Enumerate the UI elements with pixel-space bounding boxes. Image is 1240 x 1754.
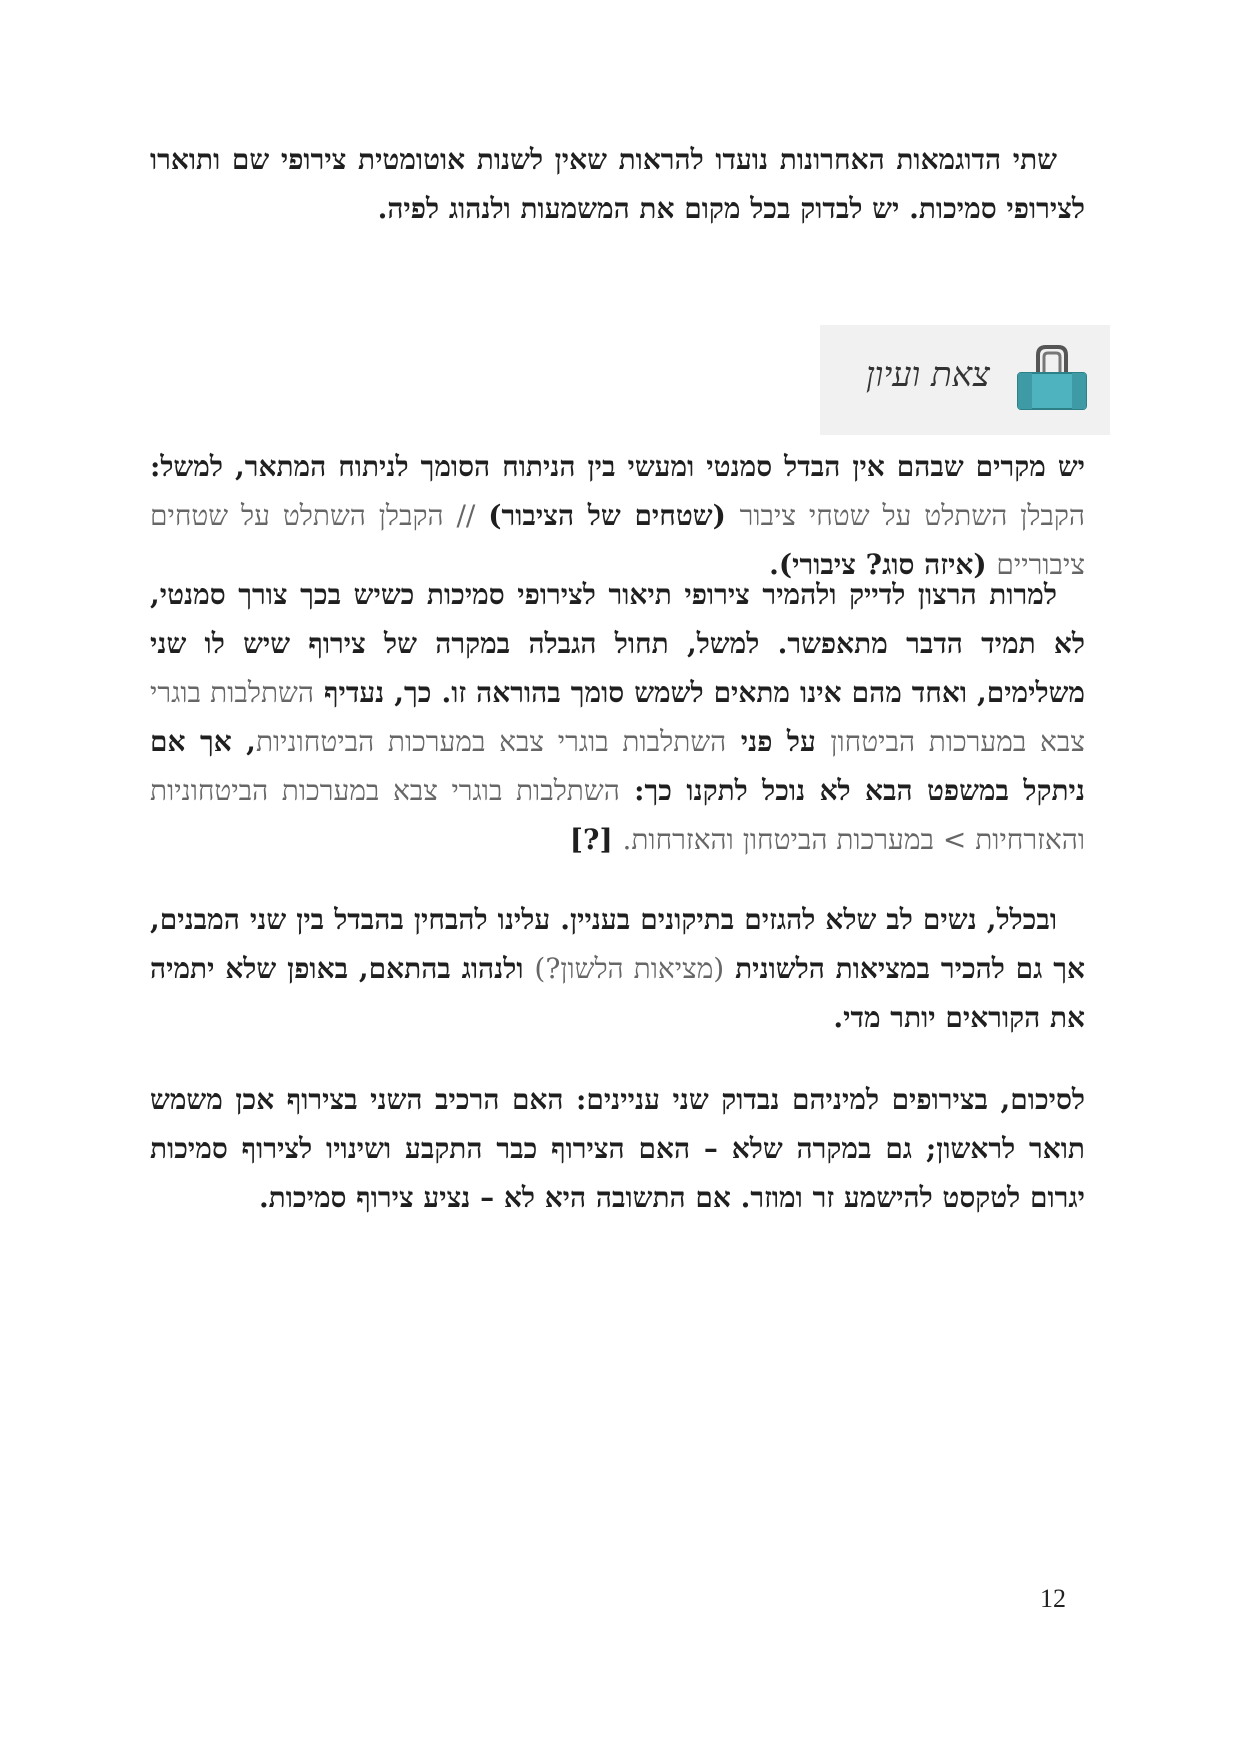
question-mark: [?] bbox=[569, 823, 623, 856]
paragraph-constraints bbox=[150, 570, 1085, 864]
badge-label: צאת ועיון bbox=[866, 355, 990, 395]
example-b: הקבלן השתלט על שטחים ציבוריים bbox=[150, 499, 1085, 581]
paragraph-intro: שתי הדוגמאות האחרונות נועדו להראות שאין לשנות אוטומטית צירופי שם ותוארו לצירופי סמיכות. יש לבדוק בכל מקום את המשמעות ולנהוג לפיה. bbox=[150, 143, 1085, 225]
paragraph-caution bbox=[150, 895, 1085, 1042]
note-badge bbox=[820, 325, 1110, 435]
binder-clip-icon bbox=[1016, 343, 1088, 413]
para3-example-a: השתלבות בוגרי צבא במערכות הביטחון bbox=[150, 676, 1085, 758]
para3-intro: למרות הרצון לדייק ולהמיר צירופי תיאור לצירופי סמיכות כשיש בכך צורך סמנטי, לא תמיד הדבר מתאפשר. למשל, תחול הגבלה במקרה של צירוף שיש לו שני משלימים, ואחד מהם אינו מתאים לשמש סומך בהוראה זו. כך, נעדיף bbox=[150, 578, 1086, 709]
para4-end: ולנהוג בהתאם, באופן שלא יתמיה את הקוראים יותר מדי. bbox=[150, 952, 1085, 1034]
para2-intro: יש מקרים שבהם אין הבדל סמנטי ומעשי בין הניתוח הסומך לניתוח המתאר, למשל: bbox=[150, 450, 1085, 483]
page-number: 12 bbox=[1040, 1584, 1066, 1613]
separator: // bbox=[443, 499, 489, 532]
para3-example-b: השתלבות בוגרי צבא במערכות הביטחוניות bbox=[255, 725, 727, 758]
note-b: (איזה סוג? ציבורי). bbox=[769, 548, 987, 581]
para3-example-c: השתלבות בוגרי צבא במערכות הביטחוניות והאזרחיות > במערכות הביטחון והאזרחות. bbox=[150, 774, 1085, 856]
paragraph-examples bbox=[150, 442, 1085, 589]
para4-note: (מציאות הלשון?) bbox=[534, 952, 725, 985]
example-a: הקבלן השתלט על שטחי ציבור bbox=[739, 499, 1086, 532]
para3-mid: על פני bbox=[726, 725, 831, 758]
para4-intro: ובכלל, נשים לב שלא להגזים בתיקונים בעניין. עלינו להבחין בהבדל בין שני המבנים, אך גם להכיר במציאות הלשונית bbox=[150, 903, 1085, 985]
para3-mid2: , אך אם ניתקל במשפט הבא לא נוכל לתקנו כך: bbox=[150, 725, 1086, 807]
paragraph-summary: לסיכום, בצירופים למיניהם נבדוק שני עניינים: האם הרכיב השני בצירוף אכן משמש תואר לראשון; גם במקרה שלא – האם הצירוף כבר התקבע ושינויו לצירוף סמיכות יגרום לטקסט להישמע זר ומוזר. אם התשובה היא לא – נציע צירוף סמיכות. bbox=[150, 1083, 1085, 1214]
note-a: (שטחים של הציבור) bbox=[488, 499, 726, 532]
